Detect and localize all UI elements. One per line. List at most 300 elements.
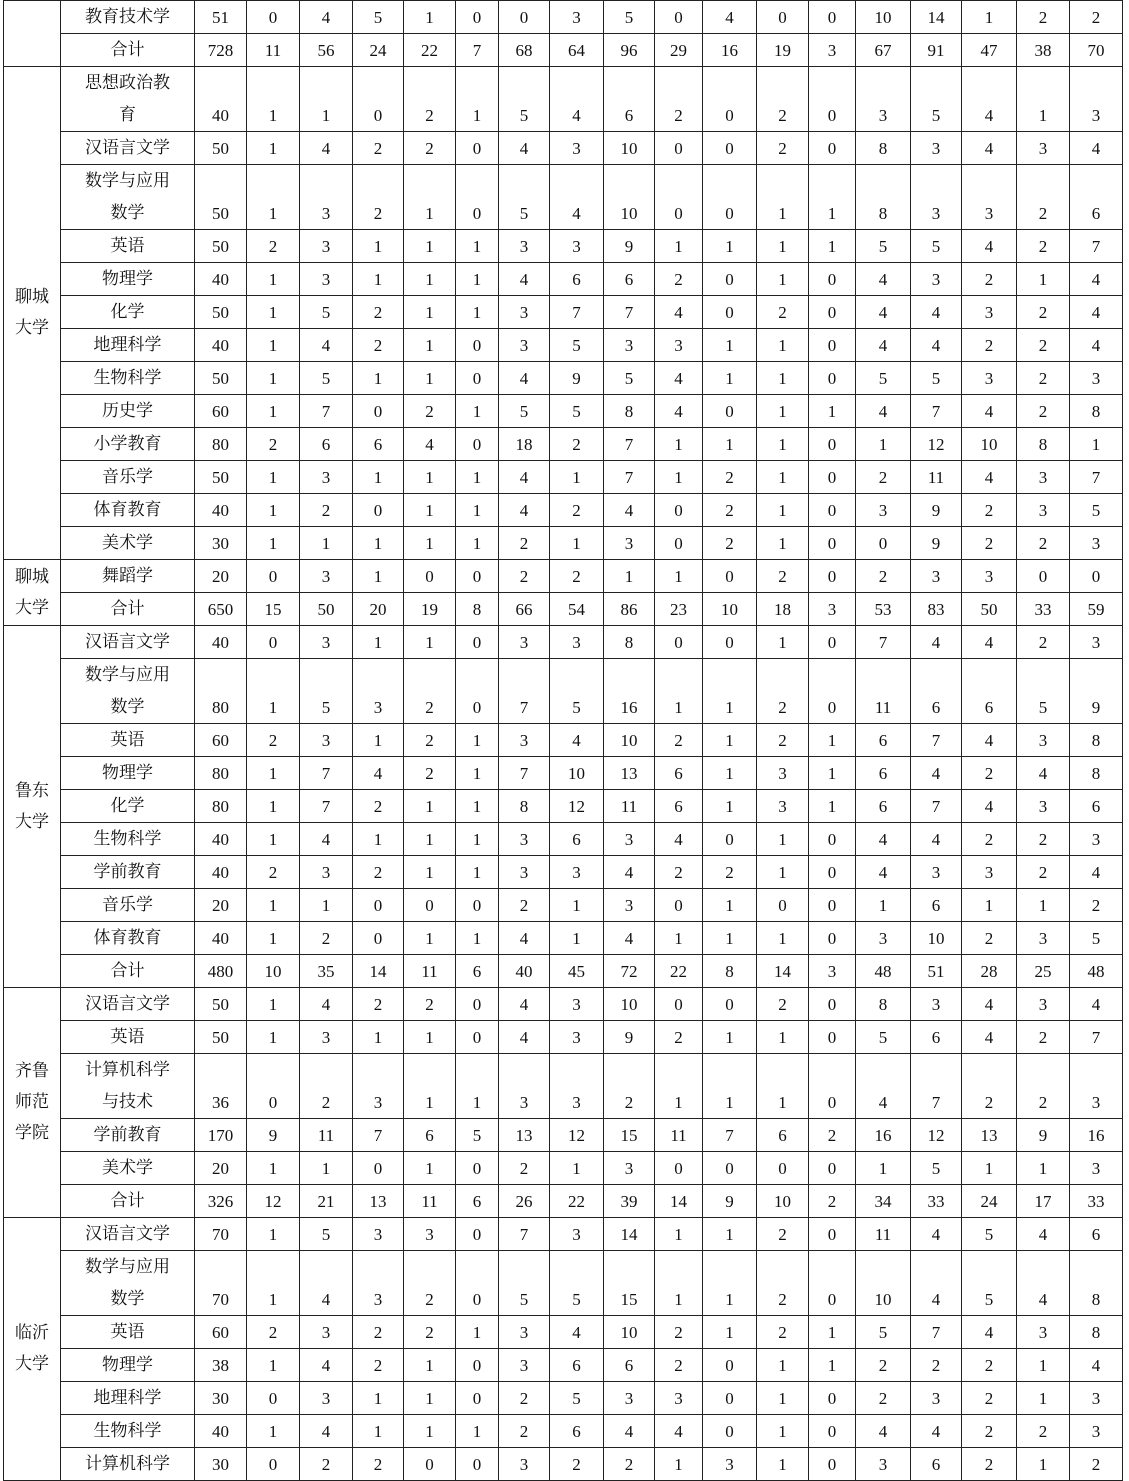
value-cell: 2 bbox=[550, 428, 604, 461]
value-cell: 2 bbox=[300, 1448, 353, 1481]
value-cell: 60 bbox=[195, 395, 247, 428]
value-cell: 6 bbox=[604, 263, 655, 296]
value-cell: 1 bbox=[1017, 1152, 1070, 1185]
value-cell: 6 bbox=[456, 955, 499, 988]
major-name-cell bbox=[61, 1316, 195, 1349]
value-cell: 10 bbox=[856, 1, 911, 34]
value-cell: 50 bbox=[195, 362, 247, 395]
value-cell: 9 bbox=[1017, 1119, 1070, 1152]
university-name-line: 大学 bbox=[15, 318, 49, 338]
university-name-line: 师范 bbox=[15, 1092, 49, 1112]
value-cell: 0 bbox=[703, 296, 757, 329]
value-cell: 5 bbox=[353, 1, 404, 34]
value-cell: 5 bbox=[300, 296, 353, 329]
value-cell: 2 bbox=[353, 132, 404, 165]
value-cell: 4 bbox=[550, 67, 604, 132]
value-cell: 2 bbox=[655, 67, 703, 132]
value-cell: 38 bbox=[1017, 34, 1070, 67]
value-cell: 40 bbox=[195, 329, 247, 362]
value-cell: 2 bbox=[655, 263, 703, 296]
value-cell: 1 bbox=[456, 494, 499, 527]
value-cell: 38 bbox=[195, 1349, 247, 1382]
value-cell: 4 bbox=[1017, 1251, 1070, 1316]
value-cell: 0 bbox=[757, 889, 809, 922]
value-cell: 4 bbox=[604, 856, 655, 889]
value-cell: 5 bbox=[911, 362, 962, 395]
value-cell: 1 bbox=[703, 724, 757, 757]
value-cell: 13 bbox=[499, 1119, 550, 1152]
major-name-line: 合计 bbox=[110, 599, 145, 619]
value-cell: 4 bbox=[550, 1316, 604, 1349]
value-cell: 3 bbox=[353, 1251, 404, 1316]
value-cell: 1 bbox=[856, 889, 911, 922]
value-cell: 40 bbox=[195, 856, 247, 889]
value-cell: 0 bbox=[456, 1349, 499, 1382]
value-cell: 3 bbox=[353, 1218, 404, 1251]
value-cell: 9 bbox=[1070, 659, 1123, 724]
value-cell: 50 bbox=[195, 165, 247, 230]
value-cell: 0 bbox=[456, 428, 499, 461]
value-cell: 2 bbox=[404, 988, 456, 1021]
value-cell: 3 bbox=[1017, 988, 1070, 1021]
table-row bbox=[4, 626, 1123, 659]
table-row bbox=[4, 1185, 1123, 1218]
value-cell: 3 bbox=[604, 1152, 655, 1185]
value-cell: 1 bbox=[703, 362, 757, 395]
value-cell: 4 bbox=[962, 988, 1017, 1021]
value-cell: 4 bbox=[300, 329, 353, 362]
value-cell: 4 bbox=[856, 856, 911, 889]
value-cell: 2 bbox=[1017, 395, 1070, 428]
value-cell: 3 bbox=[911, 856, 962, 889]
value-cell: 3 bbox=[300, 1382, 353, 1415]
value-cell: 2 bbox=[353, 296, 404, 329]
value-cell: 15 bbox=[604, 1251, 655, 1316]
value-cell: 4 bbox=[300, 1415, 353, 1448]
value-cell: 5 bbox=[300, 362, 353, 395]
value-cell: 1 bbox=[247, 494, 300, 527]
value-cell: 11 bbox=[247, 34, 300, 67]
value-cell: 2 bbox=[1070, 1, 1123, 34]
value-cell: 1 bbox=[456, 757, 499, 790]
value-cell: 68 bbox=[499, 34, 550, 67]
value-cell: 4 bbox=[1017, 757, 1070, 790]
value-cell: 0 bbox=[456, 1021, 499, 1054]
value-cell: 91 bbox=[911, 34, 962, 67]
table-row bbox=[4, 1218, 1123, 1251]
value-cell: 2 bbox=[757, 724, 809, 757]
value-cell: 4 bbox=[550, 724, 604, 757]
value-cell: 64 bbox=[550, 34, 604, 67]
major-name-cell bbox=[61, 329, 195, 362]
value-cell: 2 bbox=[247, 856, 300, 889]
value-cell: 4 bbox=[856, 395, 911, 428]
major-name-cell bbox=[61, 165, 195, 230]
value-cell: 4 bbox=[499, 362, 550, 395]
value-cell: 2 bbox=[703, 856, 757, 889]
value-cell: 3 bbox=[300, 856, 353, 889]
value-cell: 1 bbox=[456, 461, 499, 494]
value-cell: 1 bbox=[550, 1152, 604, 1185]
value-cell: 18 bbox=[499, 428, 550, 461]
major-name-cell bbox=[61, 1218, 195, 1251]
value-cell: 1 bbox=[404, 461, 456, 494]
value-cell: 1 bbox=[809, 724, 856, 757]
value-cell: 1 bbox=[809, 395, 856, 428]
major-name-line: 生物科学 bbox=[93, 1421, 162, 1441]
value-cell: 8 bbox=[1070, 395, 1123, 428]
value-cell: 3 bbox=[911, 560, 962, 593]
major-name-line: 数学与应用 bbox=[85, 171, 170, 191]
value-cell: 4 bbox=[856, 823, 911, 856]
value-cell: 16 bbox=[604, 659, 655, 724]
value-cell: 4 bbox=[962, 395, 1017, 428]
value-cell: 2 bbox=[353, 856, 404, 889]
value-cell: 6 bbox=[550, 263, 604, 296]
value-cell: 1 bbox=[404, 494, 456, 527]
major-name-cell bbox=[61, 1, 195, 34]
value-cell: 3 bbox=[550, 1054, 604, 1119]
major-name-line: 英语 bbox=[110, 236, 145, 256]
value-cell: 0 bbox=[456, 560, 499, 593]
value-cell: 3 bbox=[911, 165, 962, 230]
value-cell: 0 bbox=[1017, 560, 1070, 593]
value-cell: 1 bbox=[757, 165, 809, 230]
value-cell: 8 bbox=[604, 395, 655, 428]
value-cell: 3 bbox=[856, 922, 911, 955]
value-cell: 4 bbox=[911, 626, 962, 659]
value-cell: 5 bbox=[550, 659, 604, 724]
value-cell: 1 bbox=[856, 428, 911, 461]
value-cell: 11 bbox=[604, 790, 655, 823]
value-cell: 1 bbox=[703, 757, 757, 790]
value-cell: 0 bbox=[809, 527, 856, 560]
value-cell: 0 bbox=[809, 428, 856, 461]
value-cell: 3 bbox=[1017, 494, 1070, 527]
value-cell: 1 bbox=[703, 659, 757, 724]
value-cell: 3 bbox=[300, 560, 353, 593]
value-cell: 4 bbox=[404, 428, 456, 461]
value-cell: 8 bbox=[456, 593, 499, 626]
value-cell: 0 bbox=[456, 659, 499, 724]
value-cell: 3 bbox=[962, 856, 1017, 889]
table-row bbox=[4, 922, 1123, 955]
value-cell: 2 bbox=[962, 757, 1017, 790]
value-cell: 8 bbox=[856, 132, 911, 165]
value-cell: 5 bbox=[499, 1251, 550, 1316]
value-cell: 0 bbox=[456, 1218, 499, 1251]
value-cell: 2 bbox=[962, 1448, 1017, 1481]
value-cell: 40 bbox=[195, 626, 247, 659]
value-cell: 66 bbox=[499, 593, 550, 626]
value-cell: 1 bbox=[247, 296, 300, 329]
value-cell: 1 bbox=[247, 263, 300, 296]
value-cell: 7 bbox=[911, 395, 962, 428]
table-row bbox=[4, 823, 1123, 856]
value-cell: 1 bbox=[247, 790, 300, 823]
value-cell: 4 bbox=[499, 263, 550, 296]
value-cell: 0 bbox=[809, 659, 856, 724]
value-cell: 14 bbox=[604, 1218, 655, 1251]
table-row bbox=[4, 34, 1123, 67]
value-cell: 34 bbox=[856, 1185, 911, 1218]
value-cell: 1 bbox=[353, 1415, 404, 1448]
major-name-cell bbox=[61, 527, 195, 560]
value-cell: 1 bbox=[353, 263, 404, 296]
value-cell: 3 bbox=[856, 494, 911, 527]
major-name-line: 体育教育 bbox=[93, 500, 162, 520]
value-cell: 0 bbox=[456, 988, 499, 1021]
value-cell: 2 bbox=[962, 1349, 1017, 1382]
value-cell: 5 bbox=[1017, 659, 1070, 724]
value-cell: 7 bbox=[604, 428, 655, 461]
value-cell: 5 bbox=[550, 1382, 604, 1415]
value-cell: 10 bbox=[550, 757, 604, 790]
major-name-line: 美术学 bbox=[102, 533, 153, 553]
value-cell: 2 bbox=[499, 1415, 550, 1448]
value-cell: 1 bbox=[404, 527, 456, 560]
major-name-line: 音乐学 bbox=[102, 895, 153, 915]
value-cell: 2 bbox=[404, 67, 456, 132]
value-cell: 1 bbox=[856, 1152, 911, 1185]
value-cell: 2 bbox=[404, 757, 456, 790]
value-cell: 2 bbox=[300, 494, 353, 527]
value-cell: 50 bbox=[195, 230, 247, 263]
value-cell: 1 bbox=[404, 230, 456, 263]
table-row bbox=[4, 889, 1123, 922]
value-cell: 1 bbox=[247, 889, 300, 922]
value-cell: 20 bbox=[195, 1152, 247, 1185]
value-cell: 0 bbox=[809, 1152, 856, 1185]
value-cell: 3 bbox=[499, 1316, 550, 1349]
value-cell: 10 bbox=[856, 1251, 911, 1316]
value-cell: 12 bbox=[911, 428, 962, 461]
value-cell: 5 bbox=[604, 1, 655, 34]
value-cell: 1 bbox=[404, 856, 456, 889]
value-cell: 3 bbox=[499, 856, 550, 889]
value-cell: 1 bbox=[456, 395, 499, 428]
value-cell: 7 bbox=[703, 1119, 757, 1152]
value-cell: 17 bbox=[1017, 1185, 1070, 1218]
value-cell: 1 bbox=[757, 823, 809, 856]
value-cell: 16 bbox=[1070, 1119, 1123, 1152]
value-cell: 0 bbox=[809, 263, 856, 296]
value-cell: 0 bbox=[456, 132, 499, 165]
value-cell: 0 bbox=[703, 988, 757, 1021]
value-cell: 1 bbox=[703, 889, 757, 922]
value-cell: 13 bbox=[604, 757, 655, 790]
value-cell: 3 bbox=[499, 1448, 550, 1481]
value-cell: 0 bbox=[655, 165, 703, 230]
value-cell: 10 bbox=[604, 1316, 655, 1349]
value-cell: 2 bbox=[962, 1382, 1017, 1415]
value-cell: 1 bbox=[247, 659, 300, 724]
major-name-cell bbox=[61, 856, 195, 889]
value-cell: 10 bbox=[604, 165, 655, 230]
value-cell: 10 bbox=[962, 428, 1017, 461]
value-cell: 83 bbox=[911, 593, 962, 626]
value-cell: 2 bbox=[404, 659, 456, 724]
value-cell: 1 bbox=[353, 626, 404, 659]
value-cell: 0 bbox=[703, 1152, 757, 1185]
major-name-line: 舞蹈学 bbox=[102, 566, 153, 586]
value-cell: 0 bbox=[655, 527, 703, 560]
value-cell: 10 bbox=[703, 593, 757, 626]
value-cell: 1 bbox=[353, 1021, 404, 1054]
value-cell: 1 bbox=[655, 560, 703, 593]
value-cell: 0 bbox=[809, 560, 856, 593]
value-cell: 1 bbox=[809, 165, 856, 230]
major-name-line: 计算机科学 bbox=[85, 1060, 170, 1080]
value-cell: 2 bbox=[1017, 1, 1070, 34]
value-cell: 2 bbox=[404, 1251, 456, 1316]
value-cell: 1 bbox=[550, 461, 604, 494]
major-name-cell bbox=[61, 1448, 195, 1481]
value-cell: 0 bbox=[247, 1054, 300, 1119]
value-cell: 6 bbox=[757, 1119, 809, 1152]
value-cell: 2 bbox=[1017, 296, 1070, 329]
value-cell: 40 bbox=[499, 955, 550, 988]
value-cell: 40 bbox=[195, 263, 247, 296]
value-cell: 7 bbox=[1070, 1021, 1123, 1054]
value-cell: 4 bbox=[962, 626, 1017, 659]
value-cell: 1 bbox=[404, 922, 456, 955]
value-cell: 4 bbox=[300, 1251, 353, 1316]
value-cell: 3 bbox=[757, 757, 809, 790]
value-cell: 5 bbox=[550, 1251, 604, 1316]
major-name-cell bbox=[61, 1054, 195, 1119]
major-name-cell bbox=[61, 724, 195, 757]
value-cell: 3 bbox=[809, 955, 856, 988]
value-cell: 53 bbox=[856, 593, 911, 626]
value-cell: 2 bbox=[962, 329, 1017, 362]
value-cell: 1 bbox=[757, 1448, 809, 1481]
major-name-line: 数学与应用 bbox=[85, 1257, 170, 1277]
major-name-line: 数学 bbox=[110, 1289, 145, 1309]
value-cell: 0 bbox=[353, 494, 404, 527]
value-cell: 0 bbox=[456, 329, 499, 362]
value-cell: 3 bbox=[300, 626, 353, 659]
major-name-line: 物理学 bbox=[102, 269, 153, 289]
value-cell: 2 bbox=[1017, 165, 1070, 230]
value-cell: 39 bbox=[604, 1185, 655, 1218]
value-cell: 1 bbox=[247, 165, 300, 230]
table-row bbox=[4, 165, 1123, 230]
value-cell: 11 bbox=[404, 1185, 456, 1218]
major-name-line: 合计 bbox=[110, 961, 145, 981]
value-cell: 6 bbox=[655, 790, 703, 823]
value-cell: 0 bbox=[247, 626, 300, 659]
value-cell: 5 bbox=[456, 1119, 499, 1152]
value-cell: 6 bbox=[550, 1415, 604, 1448]
value-cell: 3 bbox=[1017, 922, 1070, 955]
value-cell: 26 bbox=[499, 1185, 550, 1218]
value-cell: 6 bbox=[1070, 1218, 1123, 1251]
value-cell: 2 bbox=[757, 1251, 809, 1316]
major-name-cell bbox=[61, 1349, 195, 1382]
major-name-cell bbox=[61, 1021, 195, 1054]
value-cell: 6 bbox=[911, 1021, 962, 1054]
university-name-line: 大学 bbox=[15, 597, 49, 618]
value-cell: 1 bbox=[247, 922, 300, 955]
table-row bbox=[4, 593, 1123, 626]
value-cell: 1 bbox=[550, 889, 604, 922]
table-row bbox=[4, 428, 1123, 461]
value-cell: 5 bbox=[962, 1251, 1017, 1316]
value-cell: 1 bbox=[757, 362, 809, 395]
value-cell: 4 bbox=[300, 988, 353, 1021]
value-cell: 3 bbox=[499, 823, 550, 856]
value-cell: 3 bbox=[550, 988, 604, 1021]
major-name-line: 体育教育 bbox=[93, 928, 162, 948]
value-cell: 80 bbox=[195, 757, 247, 790]
value-cell: 1 bbox=[757, 395, 809, 428]
value-cell: 2 bbox=[247, 428, 300, 461]
value-cell: 1 bbox=[456, 263, 499, 296]
major-name-line: 计算机科学 bbox=[85, 1454, 170, 1474]
value-cell: 2 bbox=[404, 395, 456, 428]
value-cell: 13 bbox=[353, 1185, 404, 1218]
value-cell: 0 bbox=[809, 1218, 856, 1251]
value-cell: 96 bbox=[604, 34, 655, 67]
major-name-line: 化学 bbox=[110, 796, 145, 816]
value-cell: 3 bbox=[604, 527, 655, 560]
major-name-cell bbox=[61, 1415, 195, 1448]
value-cell: 1 bbox=[456, 823, 499, 856]
value-cell: 70 bbox=[1070, 34, 1123, 67]
value-cell: 7 bbox=[300, 790, 353, 823]
value-cell: 3 bbox=[550, 1, 604, 34]
major-name-line: 英语 bbox=[110, 730, 145, 750]
value-cell: 0 bbox=[655, 626, 703, 659]
table-row bbox=[4, 856, 1123, 889]
major-name-cell bbox=[61, 889, 195, 922]
value-cell: 1 bbox=[456, 296, 499, 329]
value-cell: 4 bbox=[911, 1251, 962, 1316]
value-cell: 0 bbox=[809, 329, 856, 362]
value-cell: 4 bbox=[499, 1021, 550, 1054]
value-cell: 12 bbox=[247, 1185, 300, 1218]
value-cell: 48 bbox=[1070, 955, 1123, 988]
table-row bbox=[4, 1119, 1123, 1152]
value-cell: 9 bbox=[247, 1119, 300, 1152]
value-cell: 11 bbox=[856, 659, 911, 724]
value-cell: 3 bbox=[499, 1054, 550, 1119]
value-cell: 1 bbox=[1017, 1349, 1070, 1382]
value-cell: 2 bbox=[655, 1349, 703, 1382]
value-cell: 1 bbox=[247, 1251, 300, 1316]
value-cell: 2 bbox=[247, 724, 300, 757]
value-cell: 7 bbox=[1070, 461, 1123, 494]
value-cell: 3 bbox=[1017, 1316, 1070, 1349]
value-cell: 1 bbox=[300, 1152, 353, 1185]
value-cell: 1 bbox=[809, 757, 856, 790]
value-cell: 5 bbox=[1070, 922, 1123, 955]
major-name-line: 育 bbox=[119, 105, 136, 125]
value-cell: 2 bbox=[962, 1054, 1017, 1119]
value-cell: 1 bbox=[247, 362, 300, 395]
value-cell: 20 bbox=[195, 560, 247, 593]
value-cell: 7 bbox=[499, 1218, 550, 1251]
value-cell: 1 bbox=[247, 1349, 300, 1382]
value-cell: 3 bbox=[757, 790, 809, 823]
university-cell bbox=[4, 67, 61, 560]
major-name-line: 数学 bbox=[110, 203, 145, 223]
value-cell: 2 bbox=[962, 922, 1017, 955]
value-cell: 3 bbox=[911, 1382, 962, 1415]
value-cell: 3 bbox=[1070, 1382, 1123, 1415]
value-cell: 0 bbox=[809, 362, 856, 395]
